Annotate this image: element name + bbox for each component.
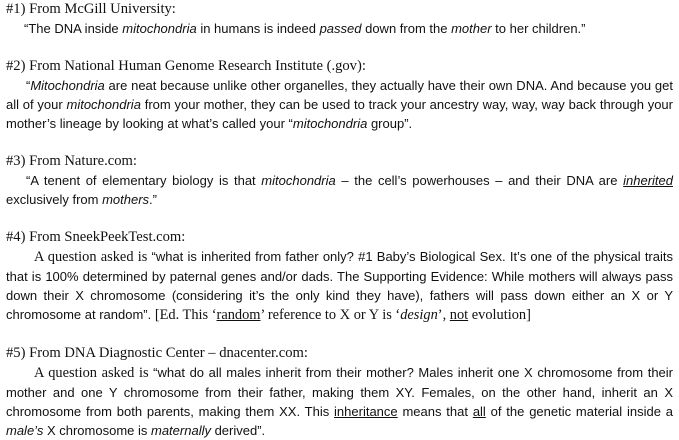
section-2-heading: #2) From National Human Genome Research Institute (.gov): xyxy=(6,58,366,74)
section-3-heading: #3) From Nature.com: xyxy=(6,153,137,169)
section-5-heading: #5) From DNA Diagnostic Center – dnacenter.com: xyxy=(6,345,308,361)
section-2-quote: “Mitochondria are neat because unlike other organelles, they actually have their own DNA. And because you get all of your mitochondria from your mother, they can be used to track your ancestry way, way, way back through your mother’s lineage by looking at what’s called your “mitochondria group”. xyxy=(6,78,673,131)
document-page xyxy=(6,0,673,440)
editor-note: [Ed. This ‘random’ reference to X or Y is ‘design’, not evolution] xyxy=(151,307,531,323)
section-4-heading: #4) From SneekPeekTest.com: xyxy=(6,229,186,245)
section-1-quote: “The DNA inside mitochondria in humans is indeed passed down from the mother to her children.” xyxy=(24,21,586,36)
section-5-quote: A question asked is “what do all males inherit from their mother? Males inherit one X chromosome from their mother and one Y chromosome from their father, making them XY. Females, on the other hand, inherit an X chromosome from both parents, making them XX. This inheritance means that all of the genetic material inside a male’s X chromosome is maternally derived”. xyxy=(6,365,673,438)
section-3-quote: “A tenent of elementary biology is that mitochondria – the cell’s powerhouses – and their DNA are inherited exclusively from mothers.” xyxy=(6,173,673,207)
section-4-quote: A question asked is “what is inherited from father only? #1 Baby’s Biological Sex. It’s one of the physical traits that is 100% determined by paternal genes and/or dads. The Supporting Evidence: While mothers will always pass down their X chromosome (considering it’s the only kind they have), fathers will pass down either an X or Y chromosome at random”. [Ed. This ‘random’ reference to X or Y is ‘design’, not evolution] xyxy=(6,249,673,323)
section-1-heading: #1) From McGill University: xyxy=(6,1,176,17)
